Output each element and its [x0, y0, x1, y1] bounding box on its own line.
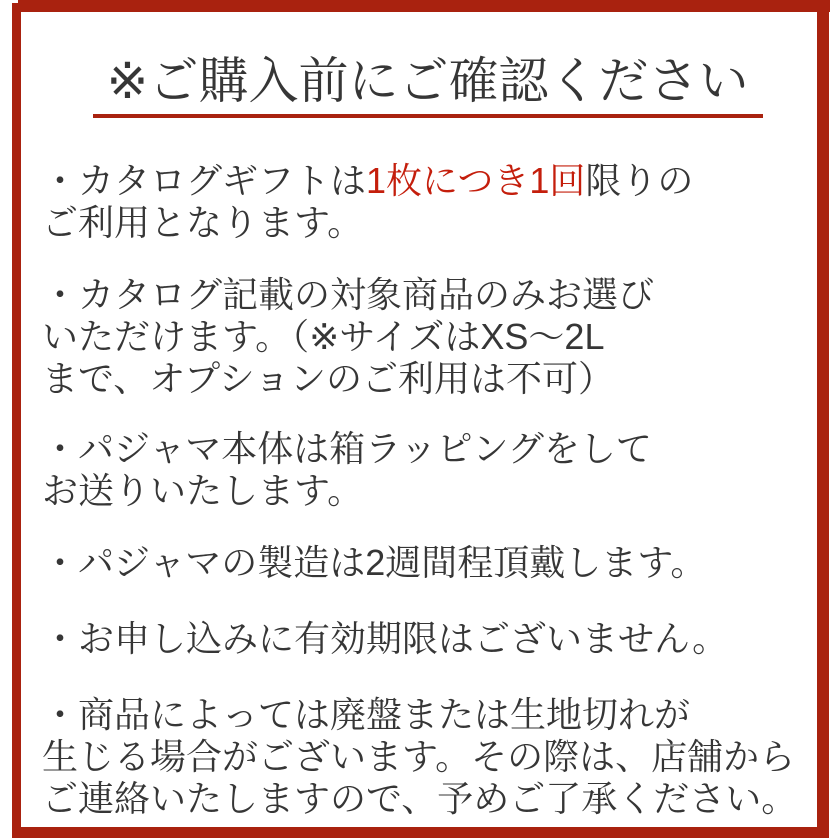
- notice-bullet-line: [42, 316, 813, 358]
- notice-content: [21, 12, 817, 827]
- notice-bullet-line: [42, 618, 813, 660]
- notice-text: 生じる場合がございます。その際は、店舗から: [42, 736, 796, 777]
- notice-text: ご利用となります。: [42, 202, 364, 243]
- notice-accent-text: 1枚につき1回: [366, 160, 586, 201]
- notice-bullet-line: [42, 274, 813, 316]
- title-underline-divider: [93, 114, 763, 118]
- notice-bullet-line: [42, 160, 813, 202]
- notice-text: ・カタログ記載の対象商品のみお選び: [42, 274, 655, 315]
- notice-text: ・カタログギフトは: [42, 160, 367, 201]
- notice-bullet-line: [42, 202, 813, 244]
- notice-title: ※ご購入前にご確認ください: [106, 53, 749, 109]
- notice-bullet-line: [42, 470, 813, 512]
- notice-text: いただけます。（※サイズはXS～2L: [42, 316, 605, 357]
- notice-bullet-line: [42, 542, 813, 584]
- notice-bullet: [42, 274, 813, 400]
- notice-bullet-line: [42, 428, 813, 470]
- notice-bullet: [42, 694, 813, 820]
- notice-bullet: [42, 160, 813, 244]
- notice-bullet-line: [42, 778, 813, 820]
- notice-text: ・パジャマ本体は箱ラッピングをして: [42, 428, 652, 469]
- notice-bullet-line: [42, 694, 813, 736]
- notice-text: お送りいたします。: [42, 470, 364, 511]
- notice-text: まで、オプションのご利用は不可）: [42, 358, 615, 399]
- frame-border-top: [18, 0, 830, 12]
- notice-bullet-line: [42, 736, 813, 778]
- notice-text: 限りの: [585, 160, 694, 201]
- notice-bullet: [42, 618, 813, 660]
- frame-border-right: [817, 10, 829, 837]
- notice-text: ・商品によっては廃盤または生地切れが: [42, 694, 691, 735]
- frame-border-bottom: [12, 827, 829, 838]
- notice-text: ご連絡いたしますので、予めご了承ください。: [42, 778, 798, 819]
- notice-list: [42, 160, 813, 820]
- notice-bullet-line: [42, 358, 813, 400]
- notice-bullet: [42, 428, 813, 512]
- notice-text: ・お申し込みに有効期限はございません。: [42, 618, 729, 659]
- frame-border-left: [12, 3, 21, 838]
- notice-bullet: [42, 542, 813, 584]
- notice-text: ・パジャマの製造は2週間程頂戴します。: [42, 542, 707, 583]
